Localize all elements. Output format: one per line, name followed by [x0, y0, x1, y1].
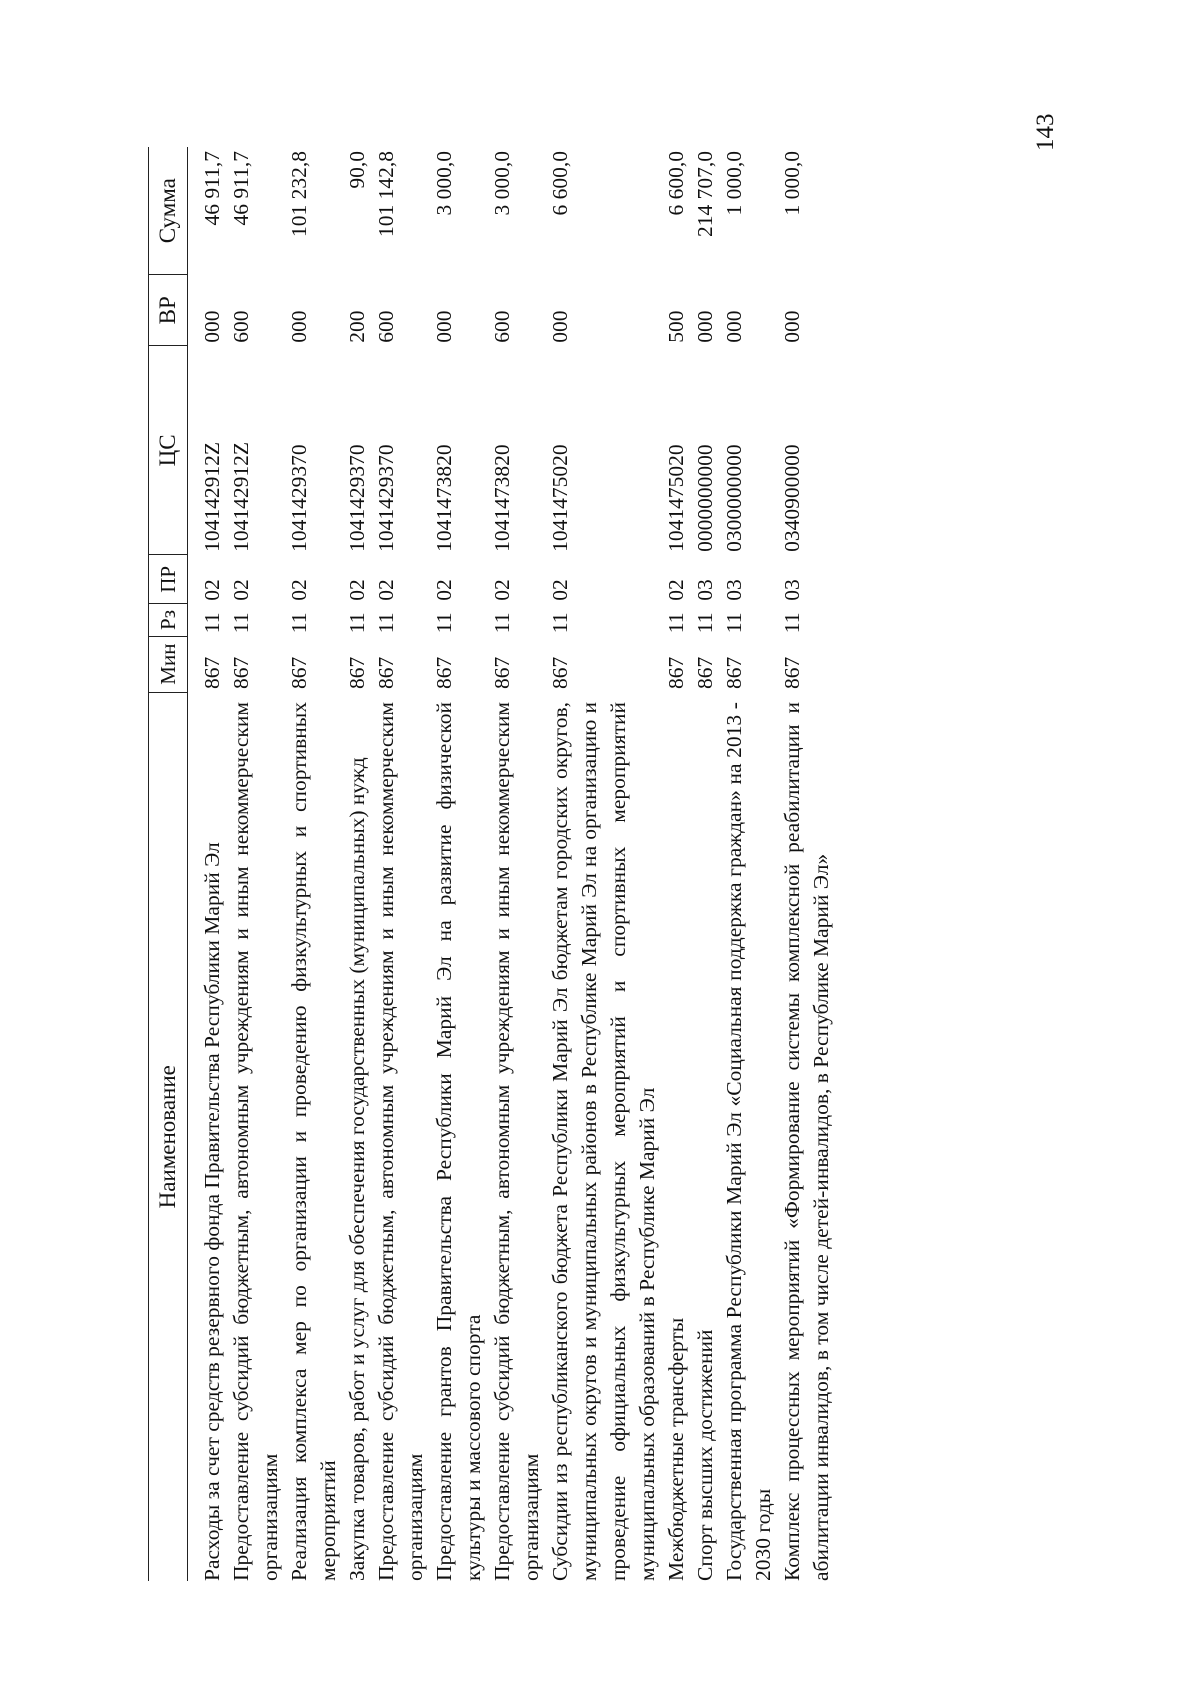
row-vr: 000	[432, 310, 456, 343]
row-name: Межбюджетные трансферты	[664, 1317, 688, 1581]
row-cs: 1041429370	[374, 444, 398, 552]
header-pr: ПР	[149, 555, 188, 604]
header-sum: Сумма	[149, 147, 188, 275]
budget-table-page	[148, 147, 950, 1581]
header-rz: Рз	[149, 604, 188, 637]
row-name: Субсидии из республиканского бюджета Республики Марий Эл бюджетам городских округов, муниципальных округов и муниципальных районов в Республике Марий Эл на организацию и проведение официальных физкультурных мероприятий и спортивных мероприятий муниципальных образований в Республике Марий Эл	[548, 702, 659, 1581]
table-row	[285, 147, 343, 1581]
page-number: 143	[1032, 113, 1059, 151]
row-cs: 0300000000	[722, 444, 746, 552]
row-rz: 11	[722, 612, 746, 634]
row-sum: 6 600,0	[548, 151, 572, 216]
row-cs: 0340900000	[780, 444, 804, 552]
row-sum: 46 911,7	[200, 151, 224, 226]
row-pr: 02	[490, 579, 514, 601]
row-cs: 1041429370	[345, 444, 369, 552]
header-vr: ВР	[149, 275, 188, 346]
row-name: Предоставление субсидий бюджетным, автономным учреждениям и иным некоммерческим организациям	[374, 702, 427, 1581]
row-pr: 02	[374, 579, 398, 601]
row-pr: 02	[287, 579, 311, 601]
row-rz: 11	[374, 612, 398, 634]
row-pr: 03	[722, 579, 746, 601]
row-min: 867	[287, 656, 311, 690]
row-cs: 104142912Z	[200, 442, 224, 552]
row-cs: 1041473820	[490, 444, 514, 552]
row-rz: 11	[432, 612, 456, 634]
row-cs: 0000000000	[693, 444, 717, 552]
row-sum: 1 000,0	[722, 151, 746, 216]
row-rz: 11	[780, 612, 804, 634]
row-vr: 200	[345, 310, 369, 343]
row-pr: 02	[432, 579, 456, 601]
row-name: Закупка товаров, работ и услуг для обеспечения государственных (муниципальных) нужд	[345, 757, 369, 1581]
row-vr: 000	[780, 310, 804, 343]
row-pr: 02	[229, 579, 253, 601]
row-name: Спорт высших достижений	[693, 1329, 717, 1581]
row-sum: 101 142,8	[374, 151, 398, 237]
row-sum: 214 707,0	[693, 151, 717, 237]
row-name: Государственная программа Республики Марий Эл «Социальная поддержка граждан» на 2013 - 2030 годы	[722, 702, 775, 1581]
row-pr: 03	[693, 579, 717, 601]
table-row	[546, 147, 662, 1581]
row-rz: 11	[229, 612, 253, 634]
row-vr: 000	[287, 310, 311, 343]
header-min: Мин	[149, 636, 188, 692]
row-sum: 46 911,7	[229, 151, 253, 226]
table-row	[488, 147, 546, 1581]
table-body	[188, 147, 837, 1581]
row-pr: 02	[548, 579, 572, 601]
table-row	[778, 147, 836, 1581]
header-cs: ЦС	[149, 346, 188, 555]
header-name: Наименование	[149, 692, 188, 1581]
row-sum: 1 000,0	[780, 151, 804, 216]
row-rz: 11	[345, 612, 369, 634]
row-rz: 11	[287, 612, 311, 634]
row-rz: 11	[200, 612, 224, 634]
row-cs: 1041473820	[432, 444, 456, 552]
row-min: 867	[664, 656, 688, 690]
budget-table	[148, 147, 836, 1581]
row-vr: 000	[693, 310, 717, 343]
table-row	[662, 147, 691, 1581]
table-row	[720, 147, 778, 1581]
row-pr: 02	[664, 579, 688, 601]
row-vr: 000	[548, 310, 572, 343]
table-row	[227, 147, 285, 1581]
table-row	[188, 147, 228, 1581]
row-min: 867	[374, 656, 398, 690]
row-min: 867	[200, 656, 224, 690]
row-vr: 000	[200, 310, 224, 343]
row-cs: 104142912Z	[229, 442, 253, 552]
row-cs: 1041475020	[548, 444, 572, 552]
row-cs: 1041429370	[287, 444, 311, 552]
row-pr: 03	[780, 579, 804, 601]
row-pr: 02	[200, 579, 224, 601]
row-min: 867	[490, 656, 514, 690]
row-vr: 500	[664, 310, 688, 343]
table-row	[691, 147, 720, 1581]
row-vr: 600	[229, 310, 253, 343]
table-row	[430, 147, 488, 1581]
row-name: Предоставление субсидий бюджетным, автономным учреждениям и иным некоммерческим организациям	[229, 702, 282, 1581]
row-sum: 6 600,0	[664, 151, 688, 216]
row-min: 867	[229, 656, 253, 690]
table-row	[372, 147, 430, 1581]
row-min: 867	[345, 656, 369, 690]
row-min: 867	[432, 656, 456, 690]
row-name: Реализация комплекса мер по организации и проведению физкультурных и спортивных мероприятий	[287, 702, 340, 1581]
row-rz: 11	[548, 612, 572, 634]
table-row	[343, 147, 372, 1581]
row-min: 867	[548, 656, 572, 690]
row-min: 867	[722, 656, 746, 690]
row-vr: 000	[722, 310, 746, 343]
row-vr: 600	[374, 310, 398, 343]
row-name: Предоставление грантов Правительства Республики Марий Эл на развитие физической культуры и массового спорта	[432, 702, 485, 1581]
row-name: Предоставление субсидий бюджетным, автономным учреждениям и иным некоммерческим организациям	[490, 702, 543, 1581]
row-sum: 3 000,0	[432, 151, 456, 216]
row-name: Расходы за счет средств резервного фонда Правительства Республики Марий Эл	[200, 842, 224, 1581]
row-min: 867	[693, 656, 717, 690]
table-header-row	[149, 147, 188, 1581]
row-min: 867	[780, 656, 804, 690]
row-sum: 90,0	[345, 151, 369, 189]
row-rz: 11	[664, 612, 688, 634]
row-name: Комплекс процессных мероприятий «Формирование системы комплексной реабилитации и абилитации инвалидов, в том числе детей-инвалидов, в Республике Марий Эл»	[780, 702, 833, 1581]
row-rz: 11	[490, 612, 514, 634]
row-pr: 02	[345, 579, 369, 601]
row-sum: 101 232,8	[287, 151, 311, 237]
row-sum: 3 000,0	[490, 151, 514, 216]
row-rz: 11	[693, 612, 717, 634]
row-vr: 600	[490, 310, 514, 343]
row-cs: 1041475020	[664, 444, 688, 552]
